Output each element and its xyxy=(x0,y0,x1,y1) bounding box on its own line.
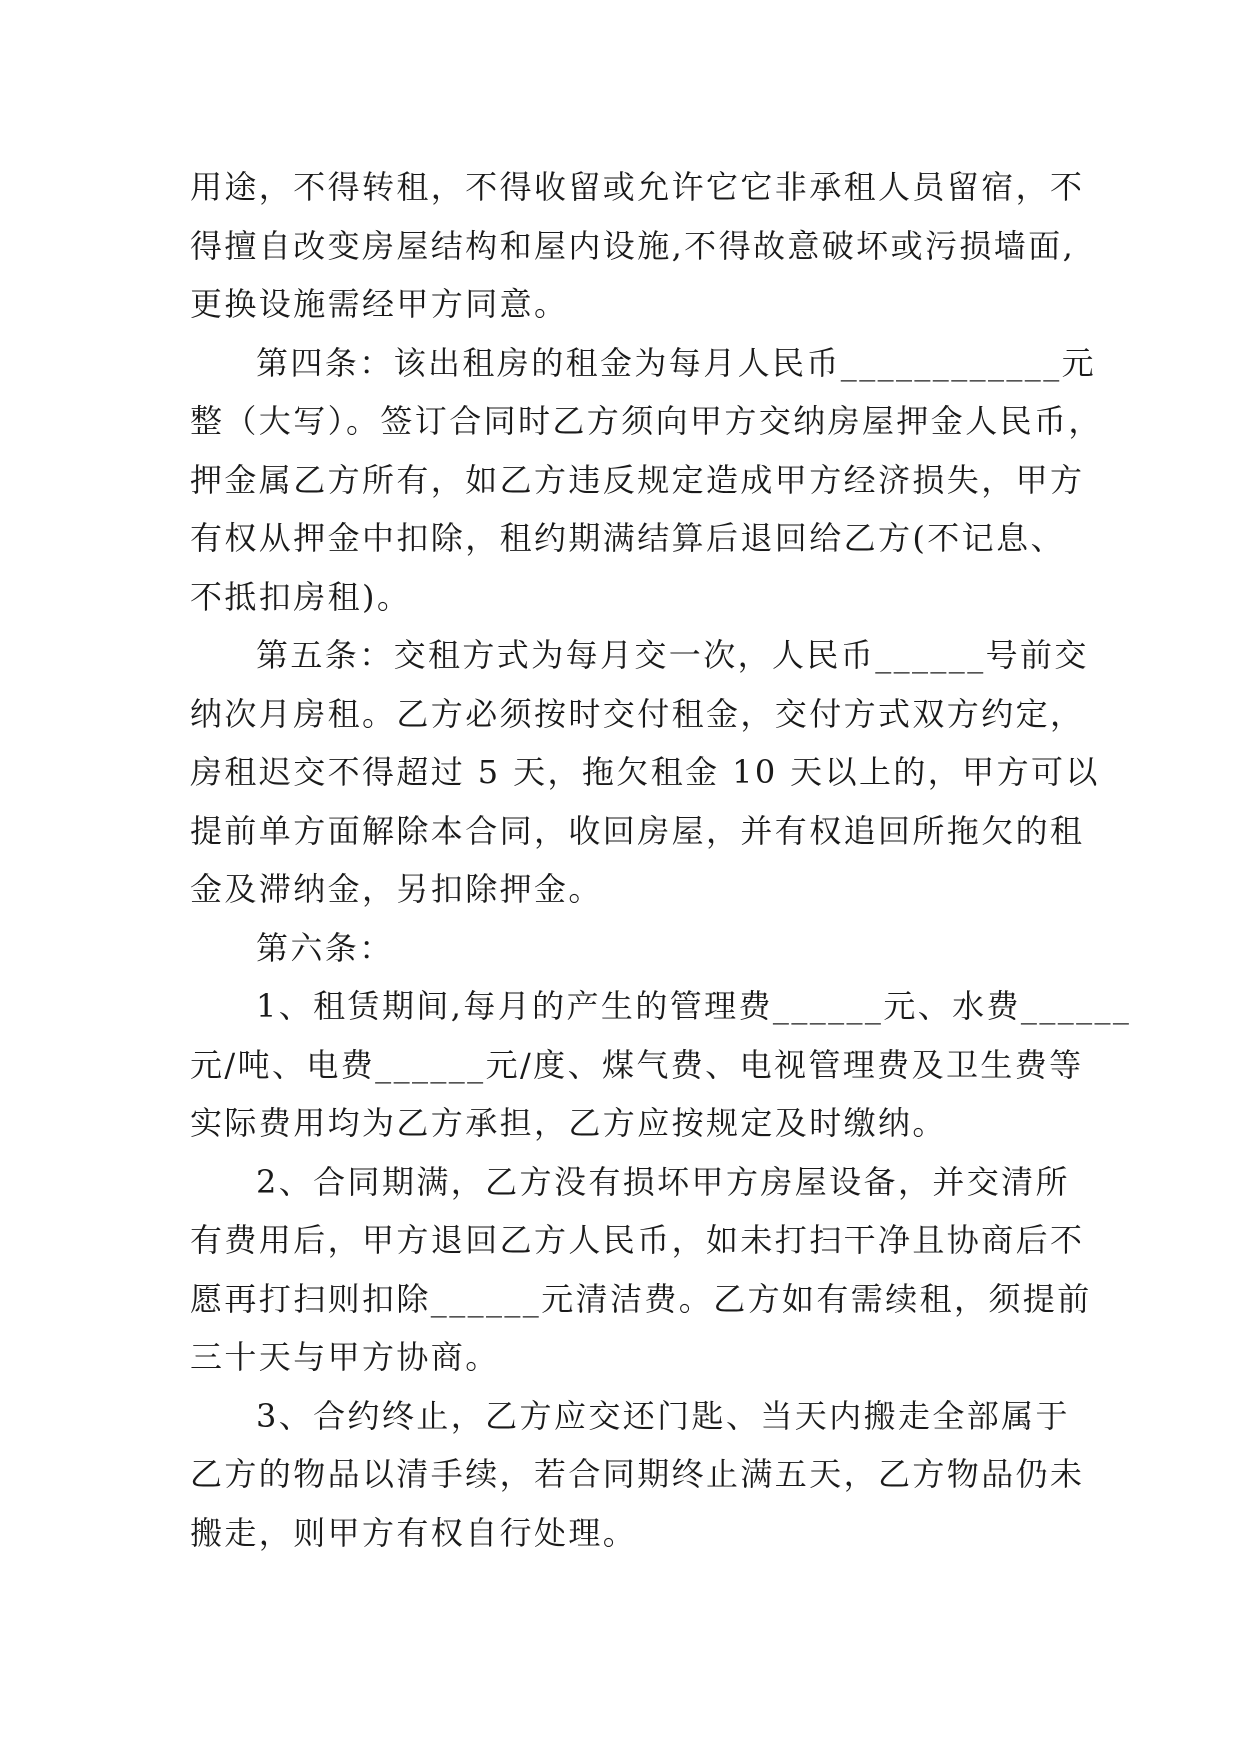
text-line: 有费用后，甲方退回乙方人民币，如未打扫干净且协商后不 xyxy=(190,1221,1085,1259)
text-line: 押金属乙方所有，如乙方违反规定造成甲方经济损失，甲方 xyxy=(190,460,1085,499)
text-line: 房租迟交不得超过 5 天，拖欠租金 10 天以上的，甲方可以 xyxy=(190,753,1100,791)
text-line: 更换设施需经甲方同意。 xyxy=(190,285,569,323)
text-line: 提前单方面解除本合同，收回房屋，并有权追回所拖欠的租 xyxy=(190,811,1085,850)
article-4-heading-line: 第四条：该出租房的租金为每月人民币____________元 xyxy=(256,343,1097,382)
text-line: 愿再打扫则扣除______元清洁费。乙方如有需续租，须提前 xyxy=(190,1279,1092,1318)
text-line: 纳次月房租。乙方必须按时交付租金，交付方式双方约定， xyxy=(190,694,1085,733)
text-line: 元/吨、电费______元/度、煤气费、电视管理费及卫生费等 xyxy=(190,1045,1084,1084)
clause-3-line: 3、合约终止，乙方应交还门匙、当天内搬走全部属于 xyxy=(256,1396,1070,1435)
text-line: 不抵扣房租)。 xyxy=(190,577,412,616)
text-line: 有权从押金中扣除，租约期满结算后退回给乙方(不记息、 xyxy=(190,519,1065,557)
text-line: 搬走，则甲方有权自行处理。 xyxy=(190,1513,638,1552)
article-5-heading-line: 第五条：交租方式为每月交一次，人民币______号前交 xyxy=(256,636,1089,674)
text-line: 得擅自改变房屋结构和屋内设施,不得故意破坏或污损墙面, xyxy=(190,226,1076,265)
article-6-heading: 第六条： xyxy=(256,928,394,967)
clause-1-line: 1、租赁期间,每月的产生的管理费______元、水费______ xyxy=(256,987,1132,1025)
clause-2-line: 2、合同期满，乙方没有损坏甲方房屋设备，并交清所 xyxy=(256,1162,1070,1201)
text-line: 三十天与甲方协商。 xyxy=(190,1338,500,1376)
text-line: 实际费用均为乙方承担，乙方应按规定及时缴纳。 xyxy=(190,1104,947,1142)
text-line: 整（大写）。签订合同时乙方须向甲方交纳房屋押金人民币， xyxy=(190,402,1103,440)
contract-text-body xyxy=(190,158,1132,1562)
text-line: 金及滞纳金，另扣除押金。 xyxy=(190,870,603,908)
text-line: 用途，不得转租，不得收留或允许它它非承租人员留宿，不 xyxy=(190,168,1085,206)
text-line: 乙方的物品以清手续，若合同期终止满五天，乙方物品仍未 xyxy=(190,1455,1085,1493)
